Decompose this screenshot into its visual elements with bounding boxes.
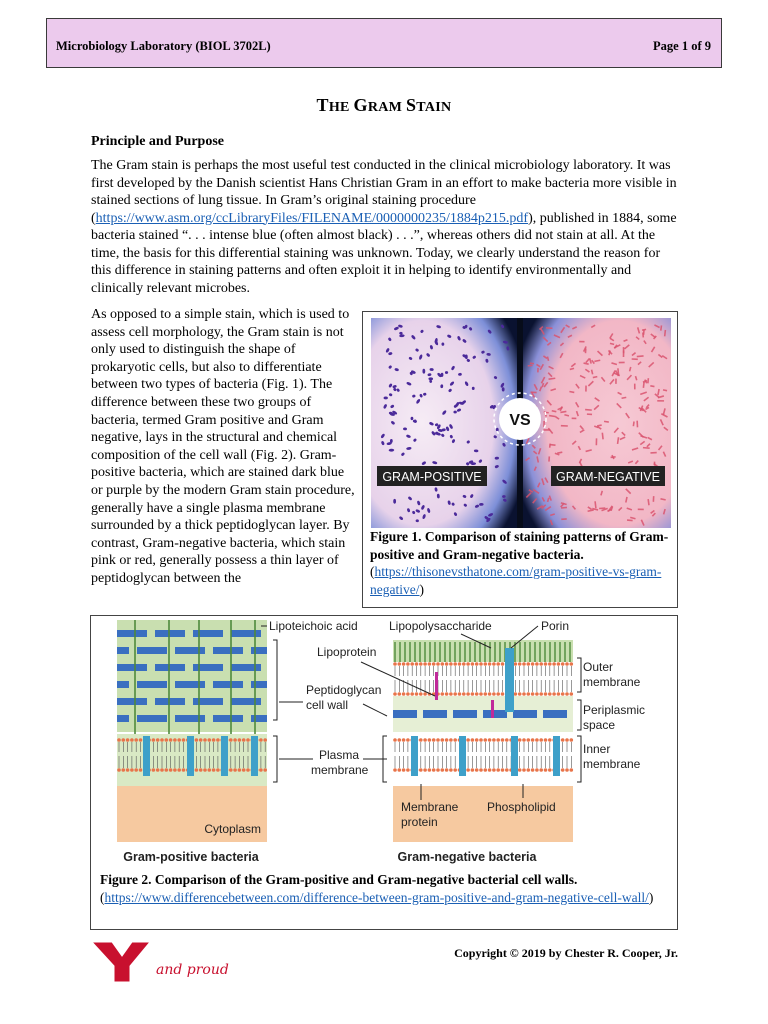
outer-membrane-label-2: membrane bbox=[583, 675, 641, 689]
lipoteichoic-label: Lipoteichoic acid bbox=[269, 619, 358, 633]
figure-2 bbox=[90, 615, 678, 930]
cell-wall-diagram bbox=[91, 616, 677, 869]
document-title bbox=[0, 95, 768, 116]
lipopolysaccharide-label: Lipopolysaccharide bbox=[389, 619, 492, 633]
paren-open: ( bbox=[370, 564, 375, 579]
lipoprotein-icon bbox=[435, 672, 438, 700]
figure-1-link[interactable]: https://thisonevsthatone.com/gram-positive-vs-gram-negative/ bbox=[370, 564, 662, 597]
phospholipid-label: Phospholipid bbox=[487, 800, 556, 814]
gram-negative-title: Gram-negative bacteria bbox=[397, 850, 537, 864]
inner-membrane-label-1: Inner bbox=[583, 742, 611, 756]
ysu-logo bbox=[90, 940, 230, 985]
intro-text-b: ), published in 1884, some bacteria stained “. . . intense blue (often almost black) . . .”, whereas others did not stain at all. At the time, the basis for this differential staining was unknown. Today, we clearly understand the reason for this difference in staining patterns and often exploit it in helping to identify environmentally and clinically relevant microbes. bbox=[91, 210, 677, 296]
peptidoglycan-label-1: Peptidoglycan bbox=[306, 683, 382, 697]
stain-image-svg bbox=[371, 318, 671, 528]
body-paragraph: As opposed to a simple stain, which is used to assess cell morphology, the Gram stain is not only used to distinguish the shape of prokaryotic cells, but also to differentiate between two types of bacteria (Fig. 1). The difference between these two groups of bacteria, termed Gram positive and Gram negative, lays in the structural and chemical composition of the cell wall (Fig. 2). Gram-positive bacteria, which are stained dark blue or purple by the modern Gram stain procedure, generally have a single plasma membrane surrounded by a thick peptidoglycan layer. By contrast, Gram-negative bacteria, which stain pink or red, generally possess a thin layer of peptidoglycan between the bbox=[91, 307, 355, 586]
intro-paragraph bbox=[91, 157, 677, 297]
gram-stain-comparison-image bbox=[371, 318, 671, 528]
title-letter: G bbox=[353, 95, 368, 115]
label-gram-positive: GRAM-POSITIVE bbox=[382, 470, 482, 484]
page-header bbox=[46, 18, 722, 68]
title-part: HE bbox=[328, 100, 354, 115]
page-number: Page 1 of 9 bbox=[653, 39, 711, 53]
vs-text: VS bbox=[509, 412, 531, 429]
plasma-label-1: Plasma bbox=[319, 748, 360, 762]
asm-link[interactable]: https://www.asm.org/ccLibraryFiles/FILENAME/0000000235/1884p215.pdf bbox=[95, 210, 529, 226]
y-logo-icon bbox=[90, 940, 230, 985]
peptidoglycan-label-2: cell wall bbox=[306, 698, 349, 712]
inner-membrane-label-2: membrane bbox=[583, 757, 641, 771]
logo-tagline: and proud. bbox=[156, 962, 230, 978]
title-letter: S bbox=[405, 95, 417, 115]
outer-membrane-label-1: Outer bbox=[583, 660, 614, 674]
gram-positive-title: Gram-positive bacteria bbox=[123, 850, 259, 864]
porin-label: Porin bbox=[541, 619, 570, 633]
porin-icon bbox=[505, 648, 514, 712]
plasma-label-2: membrane bbox=[311, 763, 369, 777]
lipoprotein-label: Lipoprotein bbox=[317, 645, 377, 659]
paren-close: ) bbox=[648, 889, 654, 905]
figure-1 bbox=[362, 311, 678, 608]
title-part: RAM bbox=[367, 100, 406, 115]
gram-positive-diagram bbox=[117, 620, 267, 842]
paren-open: ( bbox=[100, 889, 105, 905]
title-part: TAIN bbox=[416, 100, 452, 115]
figure-2-caption bbox=[100, 871, 670, 906]
section-heading: Principle and Purpose bbox=[91, 134, 225, 149]
label-gram-negative: GRAM-NEGATIVE bbox=[556, 470, 660, 484]
periplasmic-label-1: Periplasmic bbox=[583, 703, 646, 717]
cytoplasm-label: Cytoplasm bbox=[204, 822, 261, 836]
figure-2-caption-title: Figure 2. Comparison of the Gram-positive and Gram-negative bacterial cell walls. bbox=[100, 872, 578, 887]
figure-2-link[interactable]: https://www.differencebetween.com/difference-between-gram-positive-and-gram-negative-cell-wall/ bbox=[104, 889, 649, 905]
periplasmic-label-2: space bbox=[583, 718, 616, 732]
copyright: Copyright © 2019 by Chester R. Cooper, Jr. bbox=[454, 946, 678, 960]
paren-close: ) bbox=[419, 581, 424, 597]
figure-1-caption-title: Figure 1. Comparison of staining patterns of Gram-positive and Gram-negative bacteria. bbox=[370, 529, 669, 562]
figure-1-caption bbox=[370, 528, 670, 598]
intro-text-a: The Gram stain is perhaps the most useful test conducted in the clinical microbiology laboratory. It was first developed by the Danish scientist Hans Christian Gram in an effort to make bacteria more visible in stained sections of lung tissue. In Gram’s original staining procedure ( bbox=[91, 158, 677, 226]
membrane-protein-label-1: Membrane bbox=[401, 800, 459, 814]
title-letter: T bbox=[316, 95, 329, 115]
course-title: Microbiology Laboratory (BIOL 3702L) bbox=[56, 39, 271, 53]
membrane-protein-label-2: protein bbox=[401, 815, 438, 829]
